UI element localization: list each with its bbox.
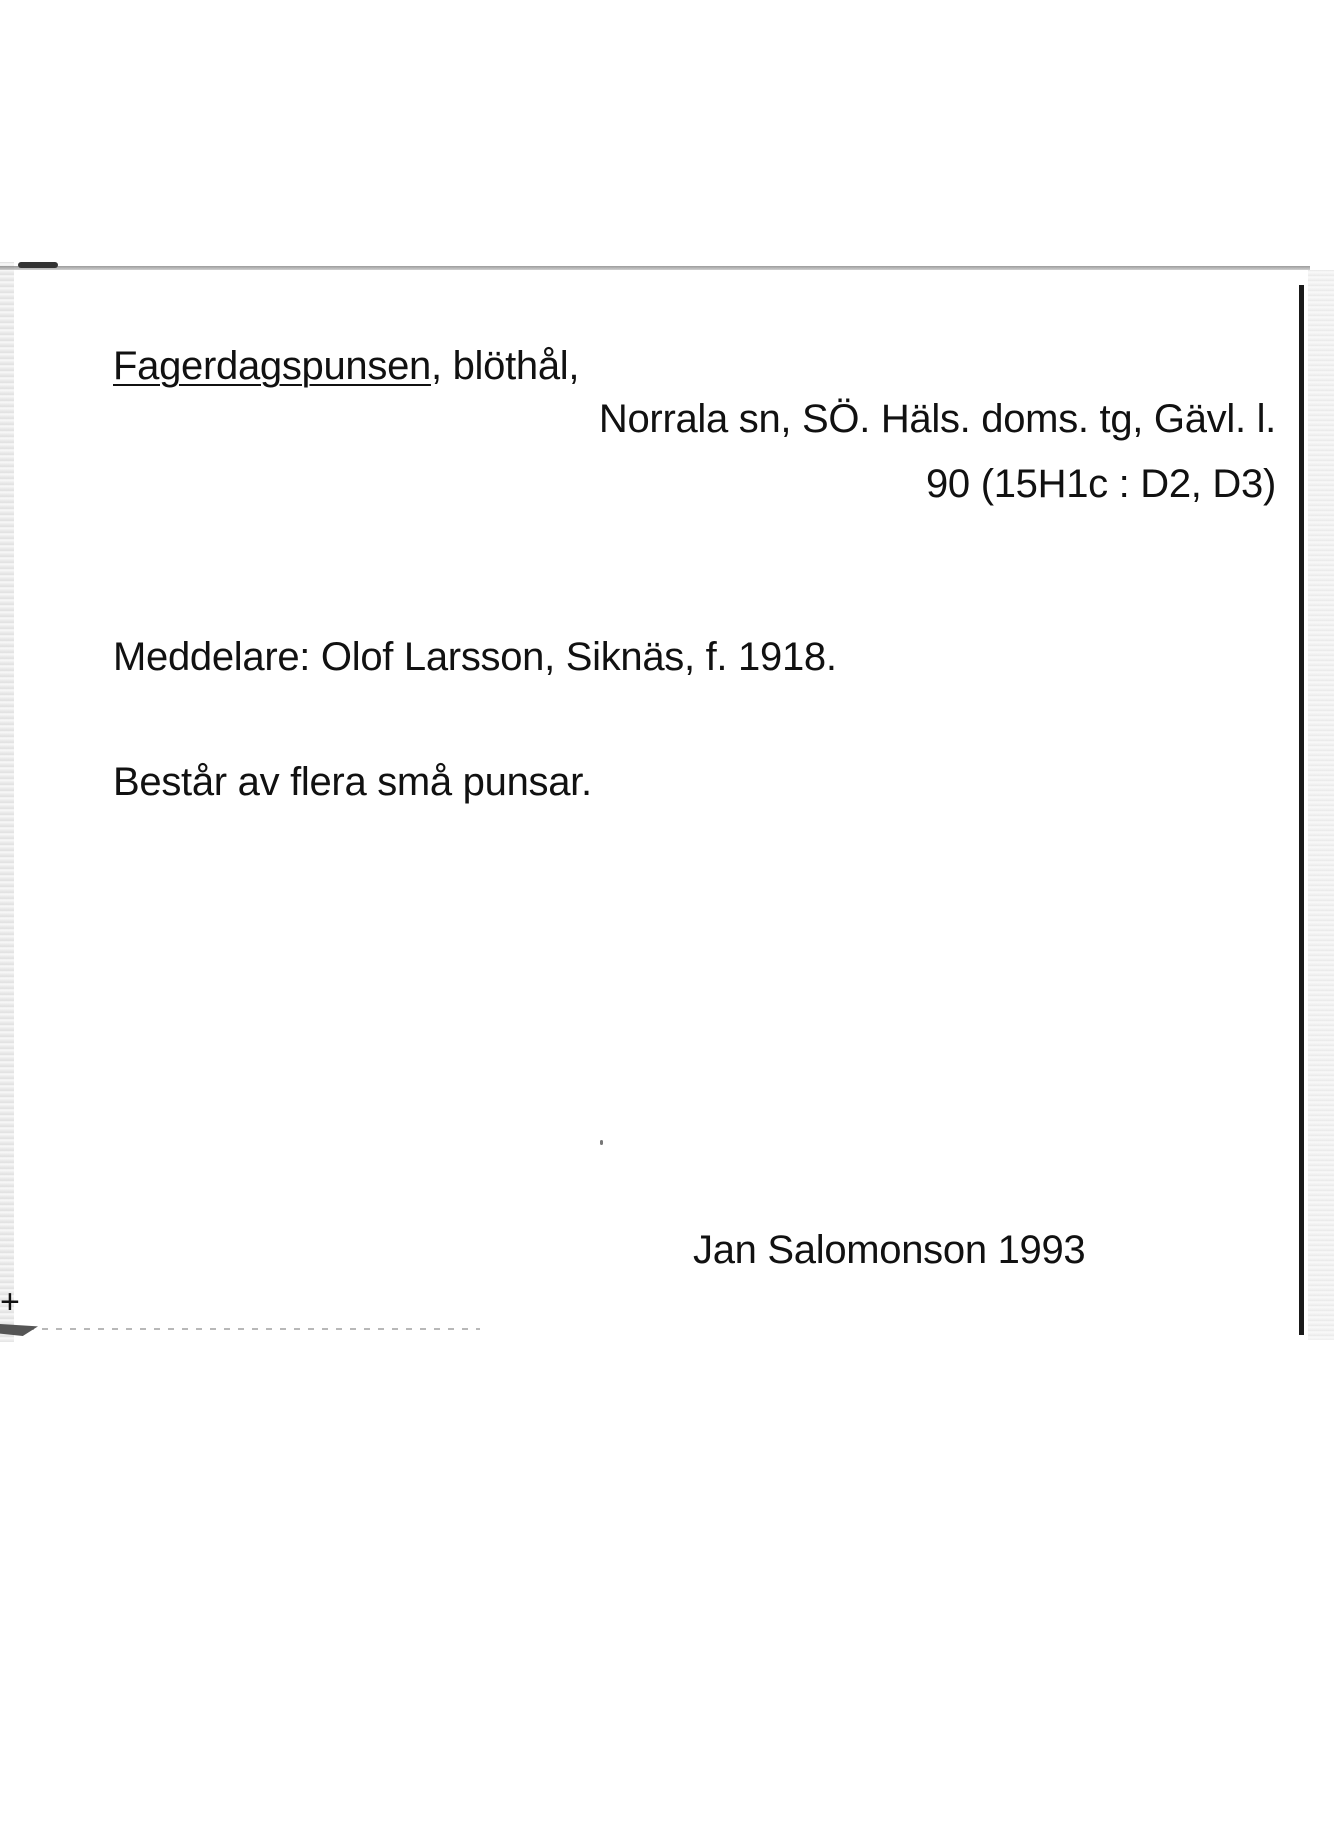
card-right-edge-grain [1308, 270, 1334, 1340]
card-top-corner-mark [18, 262, 58, 268]
place-type: , blöthål, [430, 344, 580, 388]
card-bottom-border [0, 1328, 480, 1330]
informant-line: Meddelare: Olof Larsson, Siknäs, f. 1918. [113, 635, 837, 679]
card-top-border [0, 266, 1310, 270]
location-line: Norrala sn, SÖ. Häls. doms. tg, Gävl. l. [598, 397, 1276, 441]
scan-speck [600, 1140, 603, 1145]
card-bottom-corner-mark [0, 1324, 38, 1336]
card-left-edge [0, 262, 14, 1342]
card-title [113, 342, 579, 390]
crop-plus-mark: + [0, 1283, 20, 1321]
place-name: Fagerdagspunsen [113, 344, 431, 388]
card-right-border [1299, 285, 1304, 1335]
description-line: Består av flera små punsar. [113, 760, 592, 804]
reference-line: 90 (15H1c : D2, D3) [925, 462, 1276, 506]
signature-line: Jan Salomonson 1993 [693, 1228, 1086, 1272]
